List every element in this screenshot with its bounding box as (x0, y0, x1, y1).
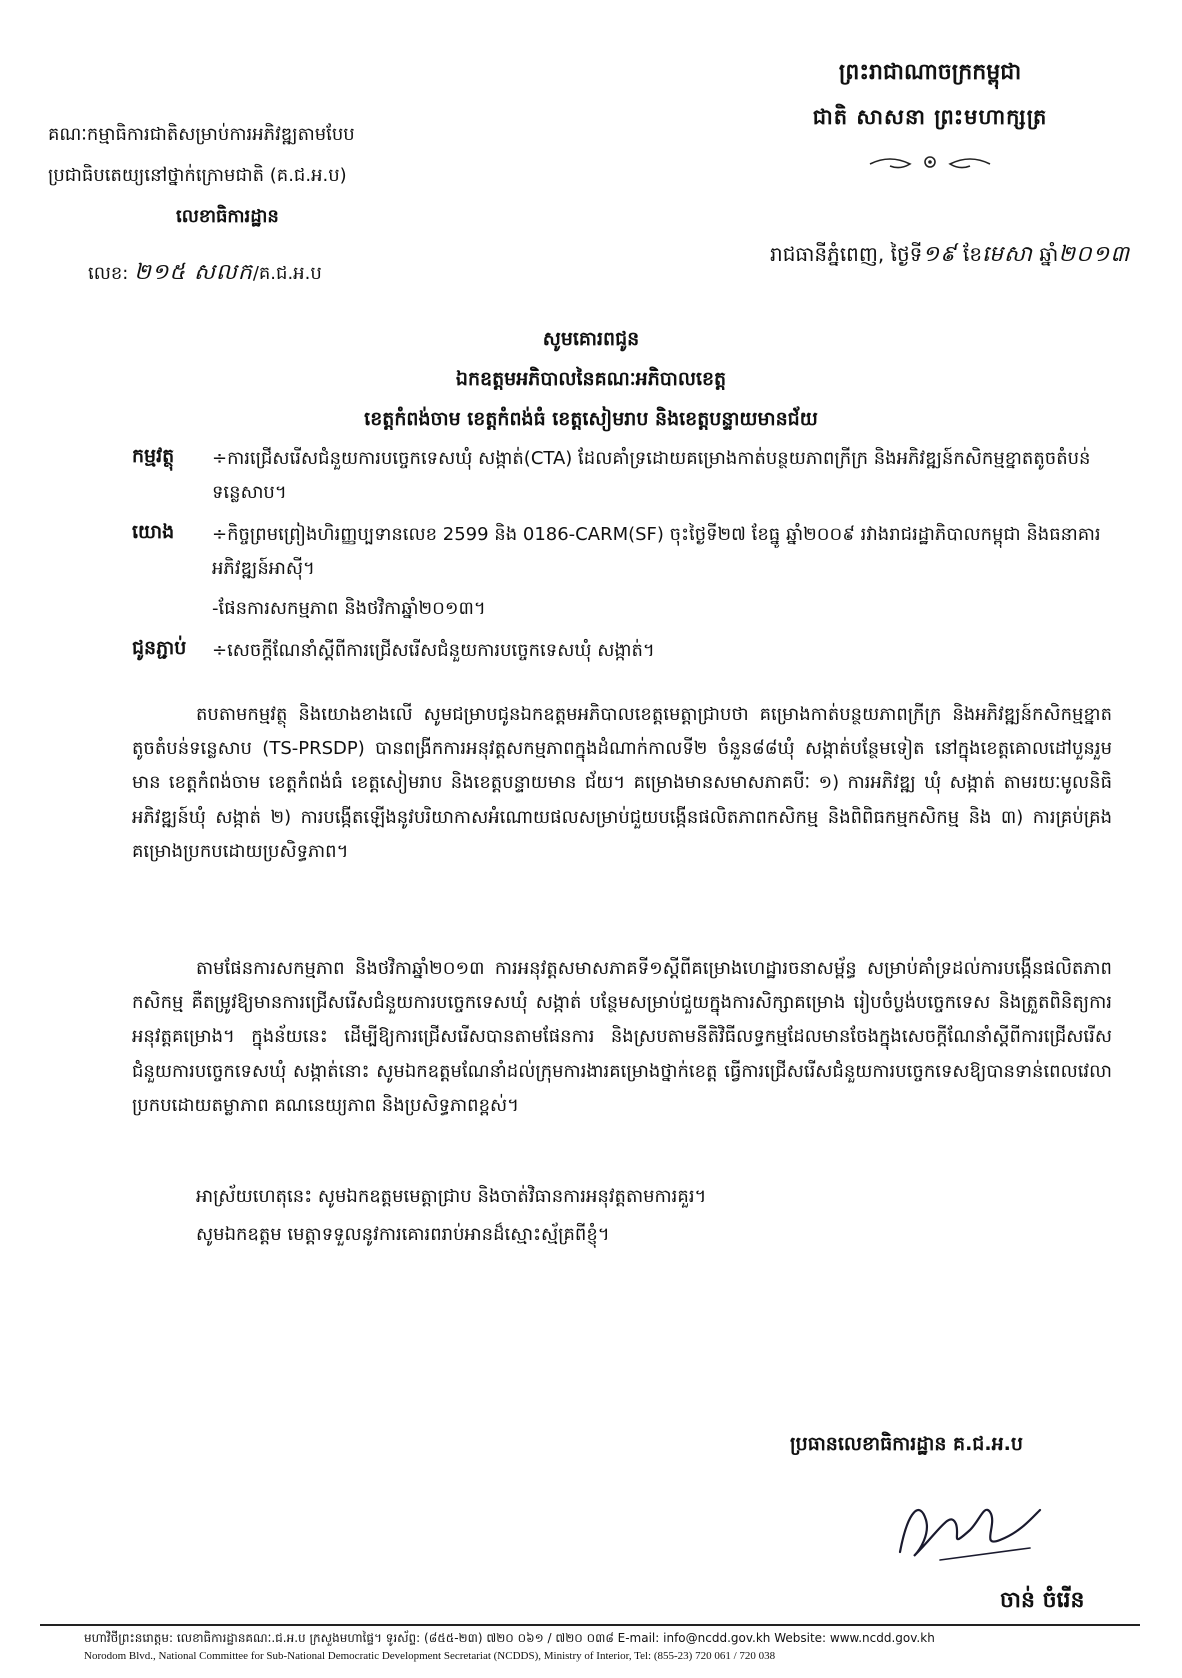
body-paragraph-2: តាមផែនការសកម្មភាព និងថវិកាឆ្នាំ២០១៣ ការអនុវត្តសមាសភាគទី១ស្តីពីគម្រោងហេដ្ឋារចនាសម្ព័ន្ធ សម្រាប់គាំទ្រដល់ការបង្កើនផលិតភាពកសិកម្ម គឺតម្រូវឱ្យមានការជ្រើសរើសជំនួយការបច្ចេកទេសឃុំ សង្កាត់ បន្ថែមសម្រាប់ជួយក្នុងការសិក្សាគម្រោង រៀបចំប្លង់បច្ចេកទេស និងត្រួតពិនិត្យការអនុវត្តគម្រោង។ ក្នុងន័យនេះ ដើម្បីឱ្យការជ្រើសរើសបានតាមផែនការ និងស្របតាមនីតិវិធីលទ្ធកម្មដែលមានចែងក្នុងសេចក្តីណែនាំស្តីពីការជ្រើសរើសជំនួយការបច្ចេកទេសឃុំ សង្កាត់នោះ សូមឯកឧត្តមណែនាំដល់ក្រុមការងារគម្រោងថ្នាក់ខេត្ត ធ្វើការជ្រើសរើសជំនួយការបច្ចេកទេសឱ្យបានទាន់ពេលវេលា ប្រកបដោយតម្លាភាព គណនេយ្យភាព និងប្រសិទ្ធភាពខ្ពស់។ (132, 958, 1112, 1116)
handwritten-signature (880, 1490, 1050, 1570)
salutation: សូមគោរពជូន (542, 328, 640, 350)
national-motto: ជាតិ សាសនា ព្រះមហាក្សត្រ (812, 105, 1048, 129)
reference-number (88, 258, 448, 290)
reference-text-1: ÷កិច្ចព្រមព្រៀងហិរញ្ញប្បទានលេខ 2599 និង 0186-CARM(SF) ចុះថ្ងៃទី២៧ ខែធ្នូ ឆ្នាំ២០០៩ រវាងរាជរដ្ឋាភិបាលកម្ពុជា និងធនាគារអភិវឌ្ឍន៍អាស៊ី។ (212, 524, 1101, 580)
reference-label: យោង (132, 521, 175, 543)
footer-address-english: Norodom Blvd., National Committee for Sub-National Democratic Development Secretariat (NCDDS), Ministry of Interior, Tel: (855-23) 720 061 / 720 038 (84, 1650, 776, 1662)
month-handwritten: មេសា (982, 242, 1033, 267)
body-paragraph-3: អាស្រ័យហេតុនេះ សូមឯកឧត្តមមេត្តាជ្រាប និងចាត់វិធានការអនុវត្តតាមការគួរ។ (196, 1186, 707, 1207)
reference-number-handwritten: ២១៥ សលក (134, 260, 253, 285)
signatory-title: ប្រធានលេខាធិការដ្ឋាន គ.ជ.អ.ប (790, 1433, 1023, 1455)
organization-line-1: គណៈកម្មាធិការជាតិសម្រាប់ការអភិវឌ្ឍតាមបែប (48, 124, 355, 145)
place-label: រាជធានីភ្នំពេញ, ថ្ងៃទី (770, 242, 923, 266)
month-label: ខែ (956, 242, 983, 266)
recipient-line-2: ខេត្តកំពង់ចាម ខេត្តកំពង់ធំ ខេត្តសៀមរាប និងខេត្តបន្ទាយមានជ័យ (364, 408, 818, 430)
reference-text-2: -ផែនការសកម្មភាព និងថវិកាឆ្នាំ២០១៣។ (212, 598, 486, 619)
subject-label: កម្មវត្ថុ (132, 445, 175, 467)
body-paragraph-4: សូមឯកឧត្តម មេត្តាទទួលនូវការគោរពរាប់អានដ៏ស្មោះស្ម័គ្រពីខ្ញុំ។ (196, 1224, 610, 1245)
attachment-label: ជូនភ្ជាប់ (132, 637, 187, 659)
subject-text: ÷ការជ្រើសរើសជំនួយការបច្ចេកទេសឃុំ សង្កាត់(CTA) ដែលគាំទ្រដោយគម្រោងកាត់បន្ថយភាពក្រីក្រ និងអភិវឌ្ឍន៍កសិកម្មខ្នាតតូចតំបន់ទន្លេសាប។ (212, 448, 1091, 504)
secretariat-label: លេខាធិការដ្ឋាន (176, 206, 279, 227)
recipient-line-1: ឯកឧត្តមអភិបាលនៃគណៈអភិបាលខេត្ត (455, 368, 727, 390)
reference-label: លេខ: (88, 263, 129, 284)
body-paragraph-1: តបតាមកម្មវត្ថុ និងយោងខាងលើ សូមជម្រាបជូនឯកឧត្តមអភិបាលខេត្តមេត្តាជ្រាបថា គម្រោងកាត់បន្ថយភាពក្រីក្រ និងអភិវឌ្ឍន៍កសិកម្មខ្នាតតូចតំបន់ទន្លេសាប (TS-PRSDP) បានពង្រីកការអនុវត្តសកម្មភាពក្នុងដំណាក់កាលទី២ ចំនួន៨៨ឃុំ សង្កាត់បន្ថែមទៀត នៅក្នុងខេត្តគោលដៅបួនរួមមាន ខេត្តកំពង់ចាម ខេត្តកំពង់ធំ ខេត្តសៀមរាប និងខេត្តបន្ទាយមាន ជ័យ។ គម្រោងមានសមាសភាគបីៈ ១) ការអភិវឌ្ឍ ឃុំ សង្កាត់ តាមរយៈមូលនិធិអភិវឌ្ឍន៍ឃុំ សង្កាត់ ២) ការបង្កើតឡើងនូវបរិយាកាសអំណោយផលសម្រាប់ជួយបង្កើនផលិតភាពកសិកម្ម និងពិពិធកម្មកសិកម្ម និង ៣) ការគ្រប់គ្រងគម្រោងប្រកបដោយប្រសិទ្ធភាព។ (132, 704, 1112, 862)
footer-divider (40, 1624, 1140, 1626)
year-label: ឆ្នាំ (1032, 242, 1059, 266)
year-handwritten: ២០១៣ (1058, 242, 1130, 267)
footer-address-khmer: មហាវិថីព្រះនរោត្តម: លេខាធិការដ្ឋានគណៈ.ជ.អ.ប ក្រសួងមហាផ្ទៃ។ ទូរស័ព្ទ: (៨៥៥-២៣) ៧២០ ០៦១ / ៧២០ ០៣៨ E-mail: info@ncdd.gov.kh Website: www.ncdd.gov.kh (84, 1631, 935, 1645)
place-date (660, 240, 1130, 272)
day-handwritten: ១៩ (922, 242, 957, 267)
kingdom-title: ព្រះរាជាណាចក្រកម្ពុជា (838, 60, 1022, 85)
attachment-text: ÷សេចក្តីណែនាំស្តីពីការជ្រើសរើសជំនួយការបច្ចេកទេសឃុំ សង្កាត់។ (212, 640, 655, 661)
organization-line-2: ប្រជាធិបតេយ្យនៅថ្នាក់ក្រោមជាតិ (គ.ជ.អ.ប) (48, 165, 347, 186)
signatory-name: ចាន់ ចំរើន (1000, 1588, 1085, 1613)
ornament-divider (860, 150, 1000, 174)
reference-suffix: /គ.ជ.អ.ប (252, 263, 322, 284)
